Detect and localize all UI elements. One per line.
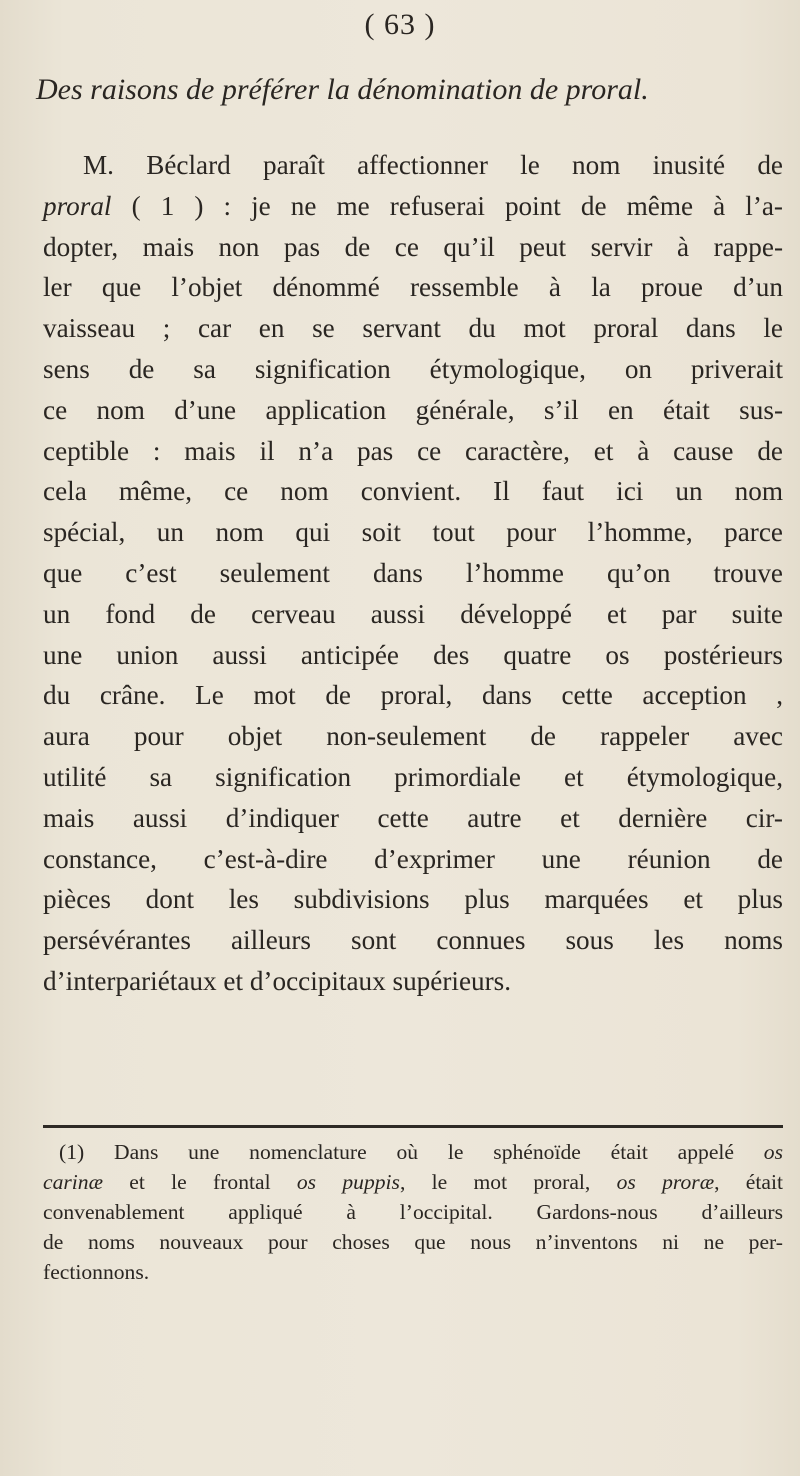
section-title: Des raisons de préférer la dénomination de proral. bbox=[36, 73, 649, 106]
text-line bbox=[43, 308, 783, 349]
text-line bbox=[43, 512, 783, 553]
text-line bbox=[43, 798, 783, 839]
text-segment: une union aussi anticipée des quatre os postérieurs bbox=[43, 639, 783, 670]
text-line bbox=[43, 349, 783, 390]
text-line bbox=[43, 553, 783, 594]
footnote-line bbox=[43, 1227, 783, 1257]
text-line bbox=[43, 757, 783, 798]
text-segment: vaisseau ; car en se servant du mot proral dans le bbox=[43, 313, 783, 344]
text-segment: ( 1 ) : je ne me refuserai point de même à l’a- bbox=[111, 190, 783, 221]
footnote-line bbox=[43, 1197, 783, 1227]
text-line bbox=[43, 594, 783, 635]
text-segment: , était bbox=[714, 1170, 783, 1194]
text-line bbox=[43, 879, 783, 920]
text-segment: et le frontal bbox=[102, 1170, 297, 1194]
text-line bbox=[43, 920, 783, 961]
text-segment: persévérantes ailleurs sont connues sous les noms bbox=[43, 925, 783, 956]
text-line bbox=[43, 961, 783, 1002]
text-line bbox=[43, 390, 783, 431]
text-line bbox=[43, 186, 783, 227]
main-paragraph bbox=[43, 145, 783, 1002]
text-segment: d’interpariétaux et d’occipitaux supérieurs. bbox=[43, 965, 512, 996]
text-line bbox=[43, 431, 783, 472]
text-line bbox=[43, 675, 783, 716]
text-segment: M. Béclard paraît affectionner le nom inusité de bbox=[83, 150, 783, 180]
text-segment: aura pour objet non-seulement de rappeler avec bbox=[43, 721, 783, 752]
text-line bbox=[43, 471, 783, 512]
footnote-line bbox=[43, 1257, 783, 1287]
text-segment: de noms nouveaux pour choses que nous n’inventons ni ne per- bbox=[43, 1230, 783, 1254]
text-line bbox=[43, 635, 783, 676]
text-segment: que c’est seulement dans l’homme qu’on trouve bbox=[43, 557, 783, 588]
text-line bbox=[43, 145, 783, 186]
text-segment: du crâne. Le mot de proral, dans cette acception , bbox=[43, 680, 783, 711]
text-segment: dopter, mais non pas de ce qu’il peut servir à rappe- bbox=[43, 231, 783, 262]
text-segment: un fond de cerveau aussi développé et par suite bbox=[43, 598, 783, 629]
footnote-line bbox=[43, 1137, 783, 1167]
text-segment: ler que l’objet dénommé ressemble à la proue d’un bbox=[43, 272, 783, 303]
italic-term: carinæ bbox=[43, 1170, 103, 1194]
text-line bbox=[43, 839, 783, 880]
text-segment: sens de sa signification étymologique, on priverait bbox=[43, 353, 783, 384]
text-segment: convenablement appliqué à l’occipital. Gardons-nous d’ailleurs bbox=[43, 1200, 783, 1224]
text-segment: , le mot proral, bbox=[399, 1170, 617, 1194]
text-segment: spécial, un nom qui soit tout pour l’homme, parce bbox=[43, 517, 783, 548]
text-segment: cela même, ce nom convient. Il faut ici un nom bbox=[43, 476, 783, 507]
text-segment: ce nom d’une application générale, s’il en était sus- bbox=[43, 394, 783, 425]
italic-term: os bbox=[763, 1140, 783, 1164]
text-segment: mais aussi d’indiquer cette autre et dernière cir- bbox=[43, 802, 783, 833]
text-line bbox=[43, 267, 783, 308]
italic-term: os proræ bbox=[616, 1170, 715, 1194]
text-segment: (1) Dans une nomenclature où bbox=[59, 1140, 419, 1164]
italic-term: proral bbox=[43, 190, 112, 221]
text-segment: ceptible : mais il n’a pas ce caractère, et à cause de bbox=[43, 435, 783, 466]
text-line bbox=[43, 716, 783, 757]
text-segment: constance, c’est-à-dire d’exprimer une réunion de bbox=[43, 843, 783, 874]
text-segment: pièces dont les subdivisions plus marquées et plus bbox=[43, 884, 783, 915]
text-segment: utilité sa signification primordiale et étymologique, bbox=[43, 761, 783, 792]
text-segment: fectionnons. bbox=[43, 1260, 150, 1284]
footnote-divider bbox=[43, 1125, 783, 1128]
text-segment: le sphénoïde était appelé bbox=[418, 1140, 764, 1164]
footnote-line bbox=[43, 1167, 783, 1197]
text-line bbox=[43, 227, 783, 268]
footnote bbox=[43, 1137, 783, 1287]
page-number: ( 63 ) bbox=[364, 8, 436, 41]
italic-term: os puppis bbox=[296, 1170, 400, 1194]
